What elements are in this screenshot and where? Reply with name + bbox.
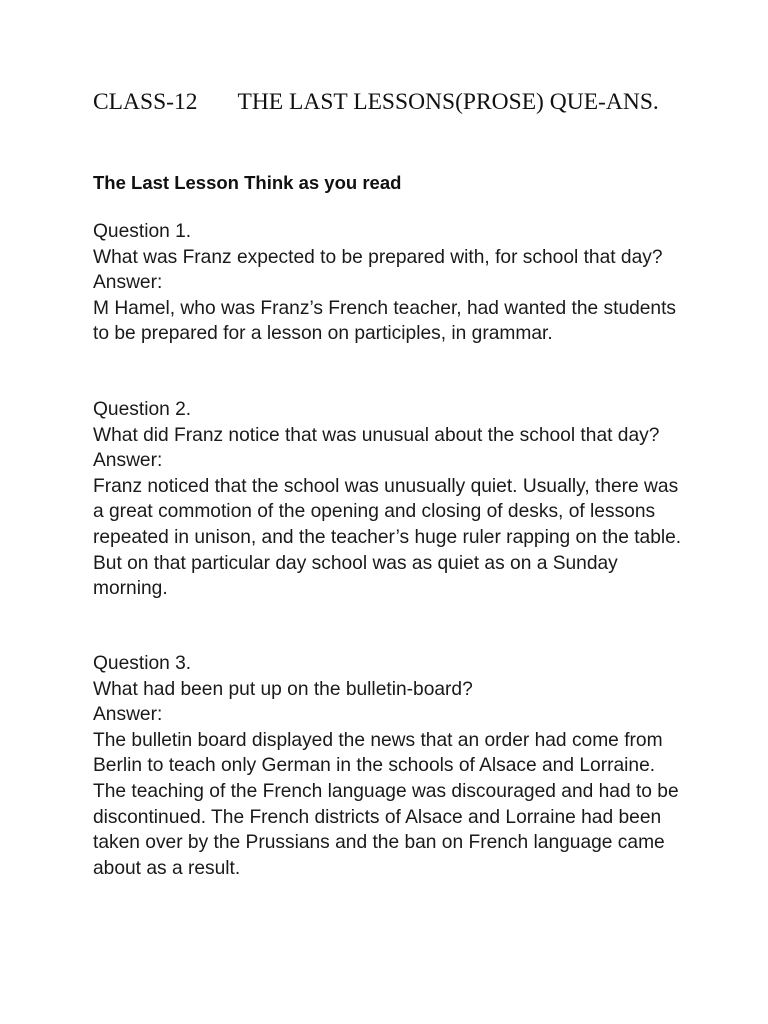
title-topic: THE LAST LESSONS(PROSE) QUE-ANS. xyxy=(237,89,659,115)
question-text: What was Franz expected to be prepared with, for school that day? xyxy=(93,246,663,268)
page-title xyxy=(93,88,693,116)
question-block-2 xyxy=(93,397,693,602)
question-text: What did Franz notice that was unusual about the school that day? xyxy=(93,424,660,446)
question-label: Question 3. xyxy=(93,653,192,674)
answer-text: Franz noticed that the school was unusually quiet. Usually, there was a great commotion of the opening and closing of desks, of lessons repeated in unison, and the teacher’s huge ruler rapping on the table. But on that particular day school was as quiet as on a Sunday morning. xyxy=(93,475,682,600)
question-block-3 xyxy=(93,651,693,881)
title-class: CLASS-12 xyxy=(93,89,198,115)
question-label: Question 1. xyxy=(93,221,192,242)
answer-label: Answer: xyxy=(93,450,163,472)
answer-text: M Hamel, who was Franz’s French teacher, had wanted the students to be prepared for a lesson on participles, in grammar. xyxy=(93,297,677,345)
answer-label: Answer: xyxy=(93,272,163,294)
section-heading: The Last Lesson Think as you read xyxy=(93,172,402,193)
answer-label: Answer: xyxy=(93,704,163,726)
question-label: Question 2. xyxy=(93,399,192,420)
question-text: What had been put up on the bulletin-board? xyxy=(93,678,473,700)
question-block-1 xyxy=(93,219,693,347)
answer-text: The bulletin board displayed the news that an order had come from Berlin to teach only German in the schools of Alsace and Lorraine. The teaching of the French language was discouraged and had to be discontinued. The French districts of Alsace and Lorraine had been taken over by the Prussians and the ban on French language came about as a result. xyxy=(93,729,679,879)
